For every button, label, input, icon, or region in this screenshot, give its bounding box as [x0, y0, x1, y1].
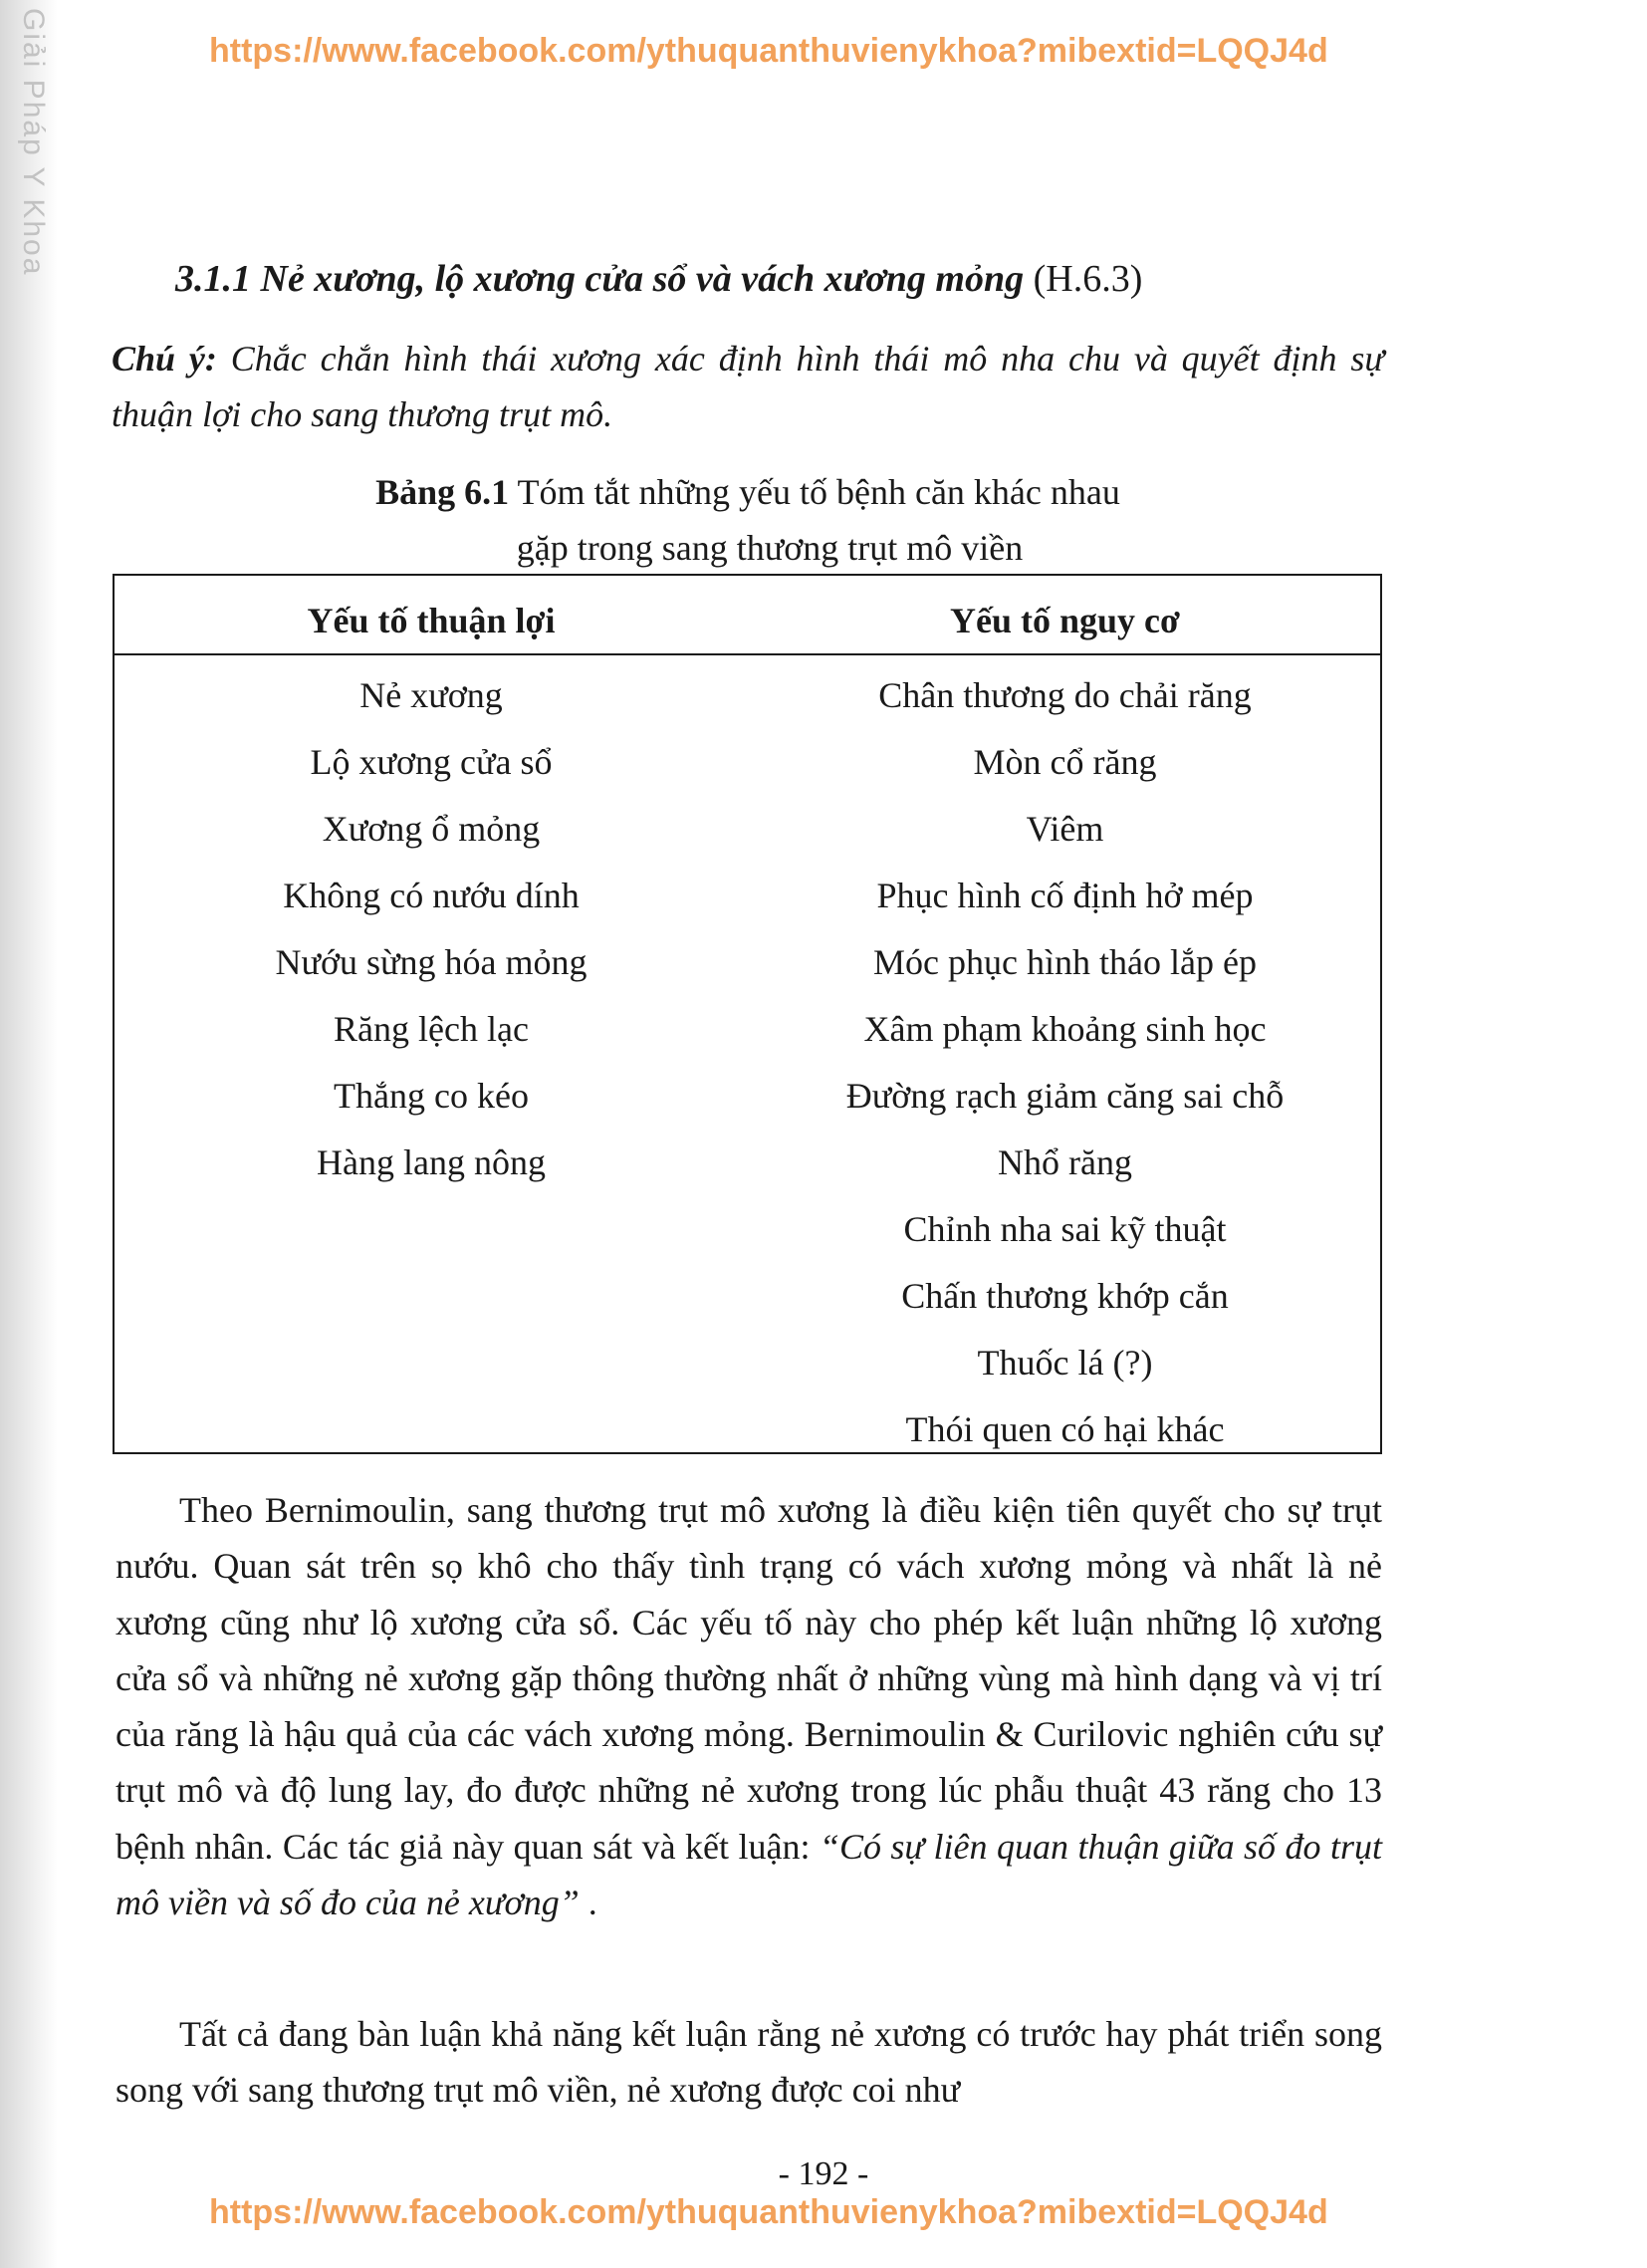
page-number: - 192 -	[778, 2155, 869, 2192]
watermark-url-top[interactable]: https://www.facebook.com/ythuquanthuvienykhoa?mibextid=LQQJ4d	[209, 32, 1328, 70]
table-cell: Nhổ răng	[998, 1142, 1132, 1182]
table-header-row	[115, 576, 1380, 655]
table-cell: Viêm	[1026, 809, 1104, 849]
paragraph-2-text: Tất cả đang bàn luận khả năng kết luận rằng nẻ xương có trước hay phát triển song song với sang thương trụt mô viền, nẻ xương được coi như	[116, 2014, 1382, 2111]
table-cell: Thuốc lá (?)	[977, 1343, 1153, 1383]
table-cell: Nẻ xương	[359, 675, 503, 715]
table-cell: Xương ổ mỏng	[322, 809, 541, 849]
table-cell: Chỉnh nha sai kỹ thuật	[903, 1209, 1227, 1249]
table-cell: Nướu sừng hóa mỏng	[275, 942, 588, 982]
body-paragraph-2	[116, 2006, 1382, 2119]
table-cell: Thói quen có hại khác	[905, 1409, 1225, 1449]
side-watermark-text: Giải Pháp Y Khoa	[17, 8, 50, 277]
table-cell: Chân thương do chải răng	[878, 675, 1252, 715]
note-label: Chú ý:	[112, 339, 217, 378]
table-header-favorable: Yếu tố thuận lợi	[307, 601, 556, 640]
paragraph-1-text: Theo Bernimoulin, sang thương trụt mô xương là điều kiện tiên quyết cho sự trụt nướu. Quan sát trên sọ khô cho thấy tình trạng có vách xương mỏng và nhất là nẻ xương cũng như lộ xương cửa sổ. Các yếu tố này cho phép kết luận những lộ xương cửa sổ và những nẻ xương gặp thông thường nhất ở những vùng mà hình dạng và vị trí của răng là hậu quả của các vách xương mỏng. Bernimoulin & Curilovic nghiên cứu sự trụt mô và độ lung lay, đo được những nẻ xương trong lúc phẫu thuật 43 răng cho 13 bệnh nhân. Các tác giả này quan sát và kết luận:	[116, 1490, 1382, 1867]
table-cell: Chấn thương khớp cắn	[901, 1276, 1229, 1316]
table-cell: Không có nướu dính	[283, 876, 580, 915]
section-heading	[175, 257, 1142, 301]
watermark-url-bottom[interactable]: https://www.facebook.com/ythuquanthuvienykhoa?mibextid=LQQJ4d	[209, 2193, 1328, 2231]
table-header-risk: Yếu tố nguy cơ	[950, 601, 1180, 640]
table-caption-line2: gặp trong sang thương trụt mô viền	[516, 528, 1024, 568]
section-heading-title: 3.1.1 Nẻ xương, lộ xương cửa sổ và vách xương mỏng	[175, 258, 1025, 300]
scan-edge-strip	[0, 0, 58, 2268]
table-caption-line1: Tóm tắt những yếu tố bệnh căn khác nhau	[517, 472, 1120, 512]
table-cell: Thắng co kéo	[334, 1076, 529, 1116]
paragraph-1-end: .	[579, 1883, 597, 1923]
table-caption	[112, 464, 1384, 576]
table-cell: Phục hình cố định hở mép	[876, 876, 1254, 915]
section-heading-figure-ref: (H.6.3)	[1033, 258, 1143, 300]
note-text: Chắc chắn hình thái xương xác định hình thái mô nha chu và quyết định sự thuận lợi cho sang thương trụt mô.	[112, 339, 1385, 434]
etiology-table	[113, 574, 1382, 1454]
table-cell: Lộ xương cửa sổ	[310, 742, 553, 782]
table-cell: Răng lệch lạc	[334, 1009, 529, 1049]
table-cell: Hàng lang nông	[317, 1142, 546, 1182]
table-cell: Móc phục hình tháo lắp ép	[873, 942, 1257, 982]
risk-factors-column	[748, 671, 1382, 1472]
table-cell: Mòn cổ răng	[973, 742, 1157, 782]
table-cell: Xâm phạm khoảng sinh học	[863, 1009, 1267, 1049]
paragraph-1-quote: “Có sự liên quan thuận giữa số đo trụt mô viền và số đo của nẻ xương”	[116, 1826, 1382, 1923]
body-paragraph-1	[116, 1482, 1382, 1930]
table-cell: Đường rạch giảm căng sai chỗ	[845, 1076, 1285, 1116]
note-paragraph	[112, 331, 1384, 442]
table-caption-label: Bảng 6.1	[375, 472, 510, 512]
favorable-factors-column	[115, 671, 748, 1205]
